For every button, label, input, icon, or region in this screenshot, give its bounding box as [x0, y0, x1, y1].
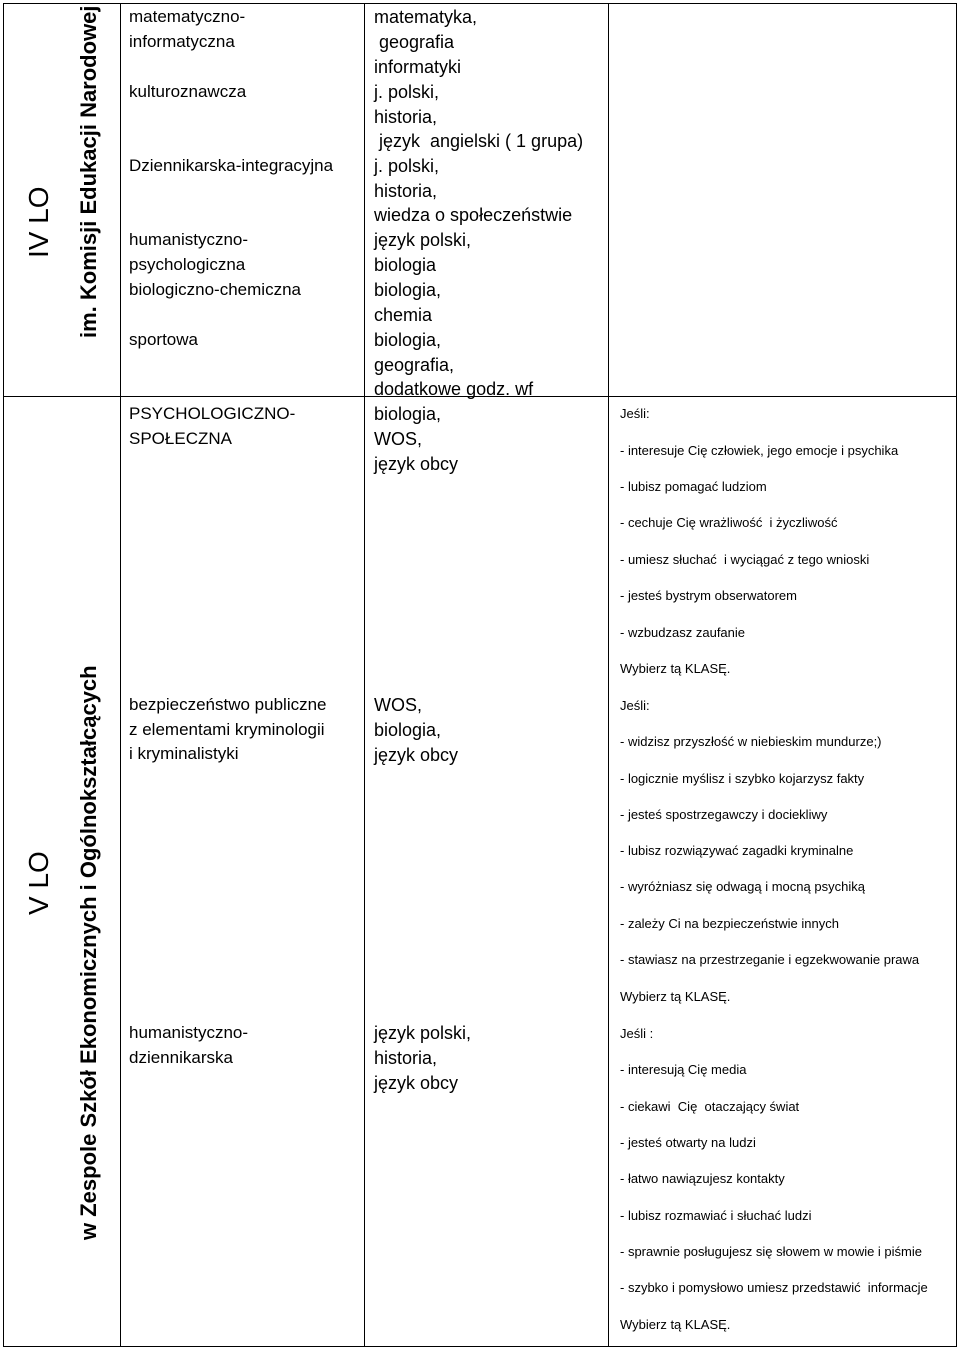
profile-name: SPOŁECZNA [129, 429, 232, 448]
description-line: - umiesz słuchać i wyciągać z tego wnioski [620, 552, 870, 567]
subject: dodatkowe godz. wf [374, 379, 534, 399]
profile-name: PSYCHOLOGICZNO- [129, 404, 296, 423]
profile-name: kulturoznawcza [129, 82, 247, 101]
description-line: Jeśli: [620, 698, 650, 713]
subject: historia, [374, 181, 438, 201]
profile-name: biologiczno-chemiczna [129, 280, 301, 299]
subject: geografia, [374, 355, 455, 375]
column-divider-1 [120, 3, 121, 1347]
subject: język polski, [374, 1023, 472, 1043]
column-divider-3 [608, 3, 609, 1347]
description-line: - jesteś otwarty na ludzi [620, 1135, 756, 1150]
v-lo-name: V LO [23, 851, 54, 915]
profile-name: i kryminalistyki [129, 744, 239, 763]
subject: wiedza o społeczeństwie [374, 205, 573, 225]
description-line: - sprawnie posługujesz się słowem w mowie i piśmie [620, 1244, 922, 1259]
subject: chemia [374, 305, 433, 325]
subject: biologia, [374, 280, 442, 300]
subject: język angielski ( 1 grupa) [374, 131, 584, 151]
iv-lo-subtitle: im. Komisji Edukacji Narodowej [76, 5, 101, 338]
profile-name: humanistyczno- [129, 1023, 249, 1042]
profile-name: sportowa [129, 330, 198, 349]
profile-name: z elementami kryminologii [129, 720, 325, 739]
description-line: - lubisz rozwiązywać zagadki kryminalne [620, 843, 854, 858]
description-line: - szybko i pomysłowo umiesz przedstawić informacje [620, 1280, 928, 1295]
profile-name: humanistyczno- [129, 230, 249, 249]
subject: informatyki [374, 57, 462, 77]
subject: WOS, [374, 695, 422, 715]
subject: język obcy [374, 454, 459, 474]
profile-name: Dziennikarska-integracyjna [129, 156, 334, 175]
description-line: Jeśli: [620, 406, 650, 421]
description-line: - interesuje Cię człowiek, jego emocje i psychika [620, 443, 899, 458]
subject: historia, [374, 1048, 438, 1068]
subject: WOS, [374, 429, 422, 449]
table-border-right [956, 3, 957, 1347]
v-lo-subtitle: w Zespole Szkół Ekonomicznych i Ogólnokształcących [76, 665, 101, 1240]
profile-name: bezpieczeństwo publiczne [129, 695, 327, 714]
description-line: - zależy Ci na bezpieczeństwie innych [620, 916, 839, 931]
description-line: - lubisz pomagać ludziom [620, 479, 767, 494]
description-line: Wybierz tą KLASĘ. [620, 1317, 731, 1332]
subject: j. polski, [374, 82, 440, 102]
table-border-top [3, 3, 957, 4]
description-line: - widzisz przyszłość w niebieskim mundurze;) [620, 734, 882, 749]
description-line: - interesują Cię media [620, 1062, 747, 1077]
table-border-bottom [3, 1346, 957, 1347]
description-line: Jeśli : [620, 1026, 654, 1041]
description-line: - wzbudzasz zaufanie [620, 625, 746, 640]
subject: historia, [374, 107, 438, 127]
description-line: - ciekawi Cię otaczający świat [620, 1099, 800, 1114]
description-line: - cechuje Cię wrażliwość i życzliwość [620, 515, 838, 530]
profile-name: psychologiczna [129, 255, 246, 274]
description-line: - stawiasz na przestrzeganie i egzekwowanie prawa [620, 952, 920, 967]
iv-lo-name: IV LO [23, 186, 54, 258]
description-line: Wybierz tą KLASĘ. [620, 661, 731, 676]
subject: biologia, [374, 720, 442, 740]
description-line: - jesteś spostrzegawczy i dociekliwy [620, 807, 828, 822]
description-line: - logicznie myślisz i szybko kojarzysz fakty [620, 771, 865, 786]
profile-name: matematyczno- [129, 7, 246, 26]
profile-name: informatyczna [129, 32, 235, 51]
subject: biologia, [374, 404, 442, 424]
description-line: - łatwo nawiązujesz kontakty [620, 1171, 785, 1186]
description-line: - lubisz rozmawiać i słuchać ludzi [620, 1208, 812, 1223]
description-line: Wybierz tą KLASĘ. [620, 989, 731, 1004]
subject: biologia, [374, 330, 442, 350]
column-divider-2 [364, 3, 365, 1347]
description-line: - wyróżniasz się odwagą i mocną psychiką [620, 879, 865, 894]
subject: język obcy [374, 1073, 459, 1093]
subject: geografia [374, 32, 455, 52]
subject: język polski, [374, 230, 472, 250]
subject: język obcy [374, 745, 459, 765]
subject: j. polski, [374, 156, 440, 176]
profile-name: dziennikarska [129, 1048, 233, 1067]
table-border-left [3, 3, 4, 1347]
description-line: - jesteś bystrym obserwatorem [620, 588, 797, 603]
subject: matematyka, [374, 7, 478, 27]
subject: biologia [374, 255, 437, 275]
